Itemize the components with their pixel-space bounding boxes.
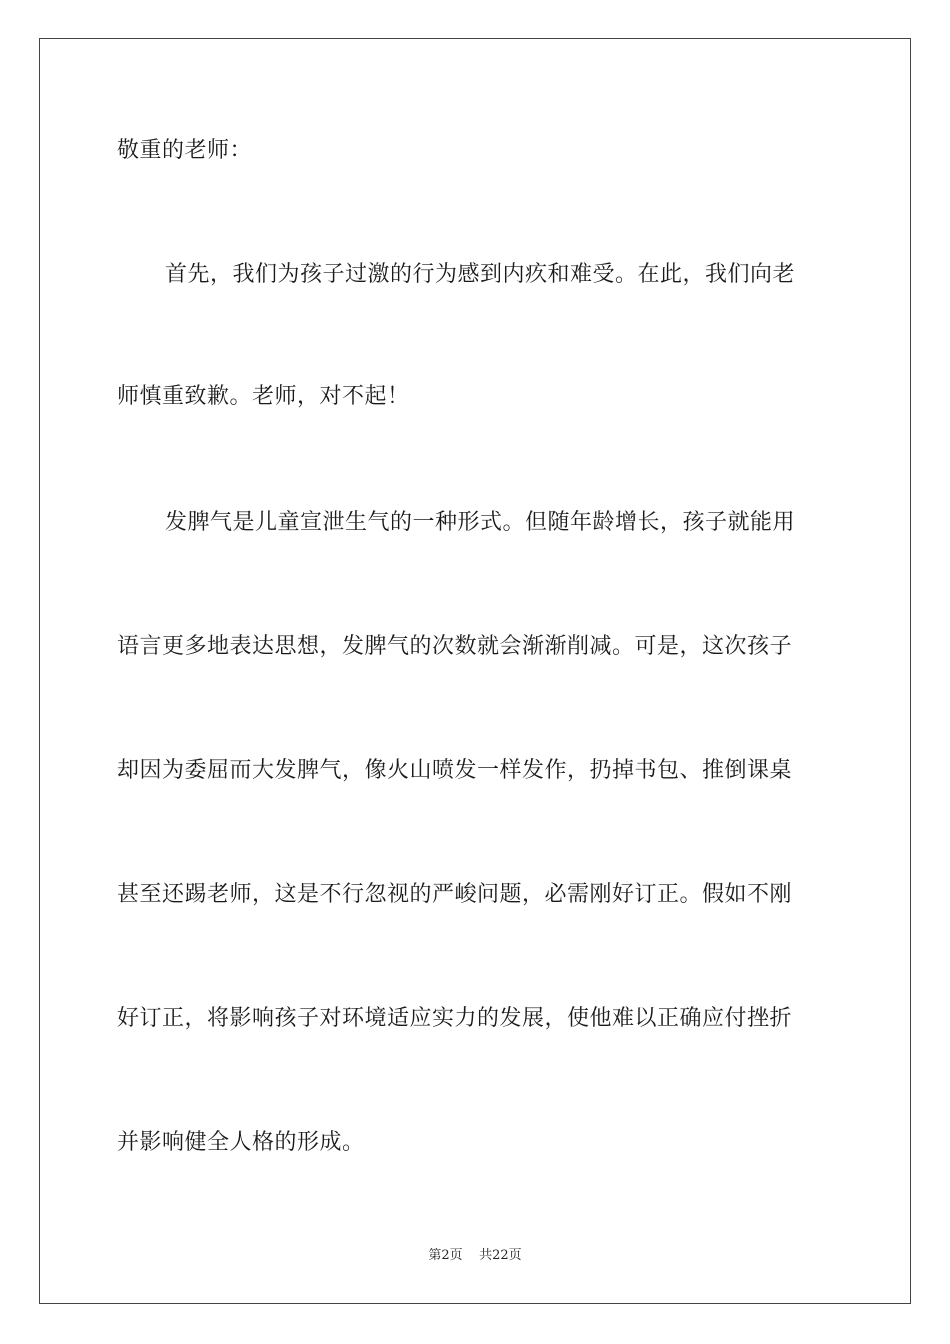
paragraph-2-line-1: 发脾气是儿童宣泄生气的一种形式。但随年龄增长，孩子就能用 xyxy=(165,510,796,535)
paragraph-2-line-3: 却因为委屈而大发脾气，像火山喷发一样发作，扔掉书包、推倒课桌 xyxy=(117,758,793,783)
page-total: 共22页 xyxy=(479,1248,522,1263)
page-footer xyxy=(0,1248,950,1264)
paragraph-2-line-6: 并影响健全人格的形成。 xyxy=(117,1130,365,1155)
paragraph-1-line-1: 首先，我们为孩子过激的行为感到内疚和难受。在此，我们向老 xyxy=(165,262,796,287)
paragraph-2-line-2: 语言更多地表达思想，发脾气的次数就会渐渐削减。可是，这次孩子 xyxy=(117,634,793,659)
paragraph-2-line-4: 甚至还踢老师，这是不行忽视的严峻问题，必需刚好订正。假如不刚 xyxy=(117,882,793,907)
salutation: 敬重的老师： xyxy=(117,138,253,163)
paragraph-2-line-5: 好订正，将影响孩子对环境适应实力的发展，使他难以正确应付挫折 xyxy=(117,1006,793,1031)
paragraph-1-line-2: 师慎重致歉。老师，对不起！ xyxy=(117,384,410,409)
page-border xyxy=(39,38,911,1304)
page-number: 第2页 xyxy=(428,1248,463,1263)
